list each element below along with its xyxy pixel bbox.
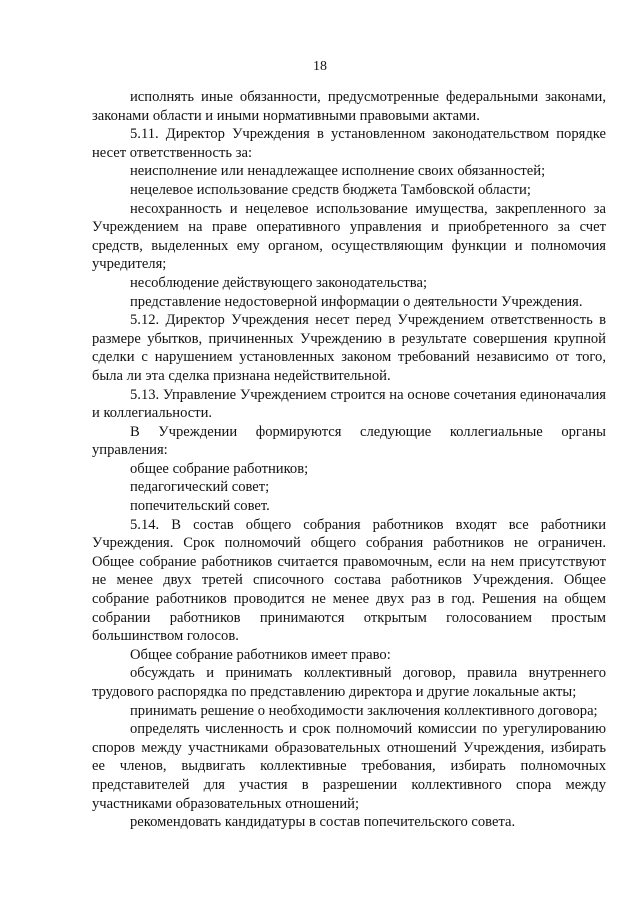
paragraph-duties: исполнять иные обязанности, предусмотренные федеральными законами, законами области и иными нормативными правовыми актами. <box>92 89 606 124</box>
list-item: представление недостоверной информации о деятельности Учреждения. <box>130 293 583 310</box>
list-item: рекомендовать кандидатуры в состав попечительского совета. <box>130 814 516 831</box>
list-item: несохранность и нецелевое использование имущества, закрепленного за Учреждением на праве оперативного управления и приобретенного за счет средств, выделенных ему органом, осуществляющим функции и полномочия учредителя; <box>92 200 606 273</box>
document-body <box>92 88 606 832</box>
list-item: попечительский совет. <box>130 498 270 515</box>
list-item: общее собрание работников; <box>130 460 309 477</box>
paragraph-assembly-rights: Общее собрание работников имеет право: <box>130 646 391 663</box>
paragraph-5-14: 5.14. В состав общего собрания работников входят все работники Учреждения. Срок полномочий общего собрания работников не ограничен. Общее собрание работников считается правомочным, если на нем присутствуют не менее двух третей списочного состава работников Учреждения. Общее собрание работников проводится не менее двух раз в год. Решения на общем собрании работников принимаются открытым голосованием простым большинством голосов. <box>92 516 606 645</box>
list-item: принимать решение о необходимости заключения коллективного договора; <box>130 702 598 719</box>
paragraph-5-12: 5.12. Директор Учреждения несет перед Учреждением ответственность в размере убытков, причиненных Учреждению в результате совершения крупной сделки с нарушением установленных законом требований независимо от того, была ли эта сделка признана недействительной. <box>92 312 606 384</box>
paragraph-5-13: 5.13. Управление Учреждением строится на основе сочетания единоначалия и коллегиальности. <box>92 386 606 422</box>
list-item: нецелевое использование средств бюджета Тамбовской области; <box>130 181 531 198</box>
list-item: несоблюдение действующего законодательства; <box>130 274 427 291</box>
list-item: неисполнение или ненадлежащее исполнение своих обязанностей; <box>130 163 546 180</box>
paragraph-5-11: 5.11. Директор Учреждения в установленном законодательством порядке несет ответственность за: <box>92 126 606 161</box>
page-number: 18 <box>313 59 327 74</box>
list-item: педагогический совет; <box>130 479 270 496</box>
paragraph-collegial-bodies: В Учреждении формируются следующие коллегиальные органы управления: <box>92 423 606 459</box>
list-item: определять численность и срок полномочий комиссии по урегулированию споров между участниками образовательных отношений Учреждения, избирать ее членов, выдвигать коллективные требования, избирать полномочных представителей для участия в разрешении коллективного спора между участниками образовательных отношений; <box>92 721 606 812</box>
list-item: обсуждать и принимать коллективный договор, правила внутреннего трудового распорядка по представлению директора и другие локальные акты; <box>92 665 606 700</box>
